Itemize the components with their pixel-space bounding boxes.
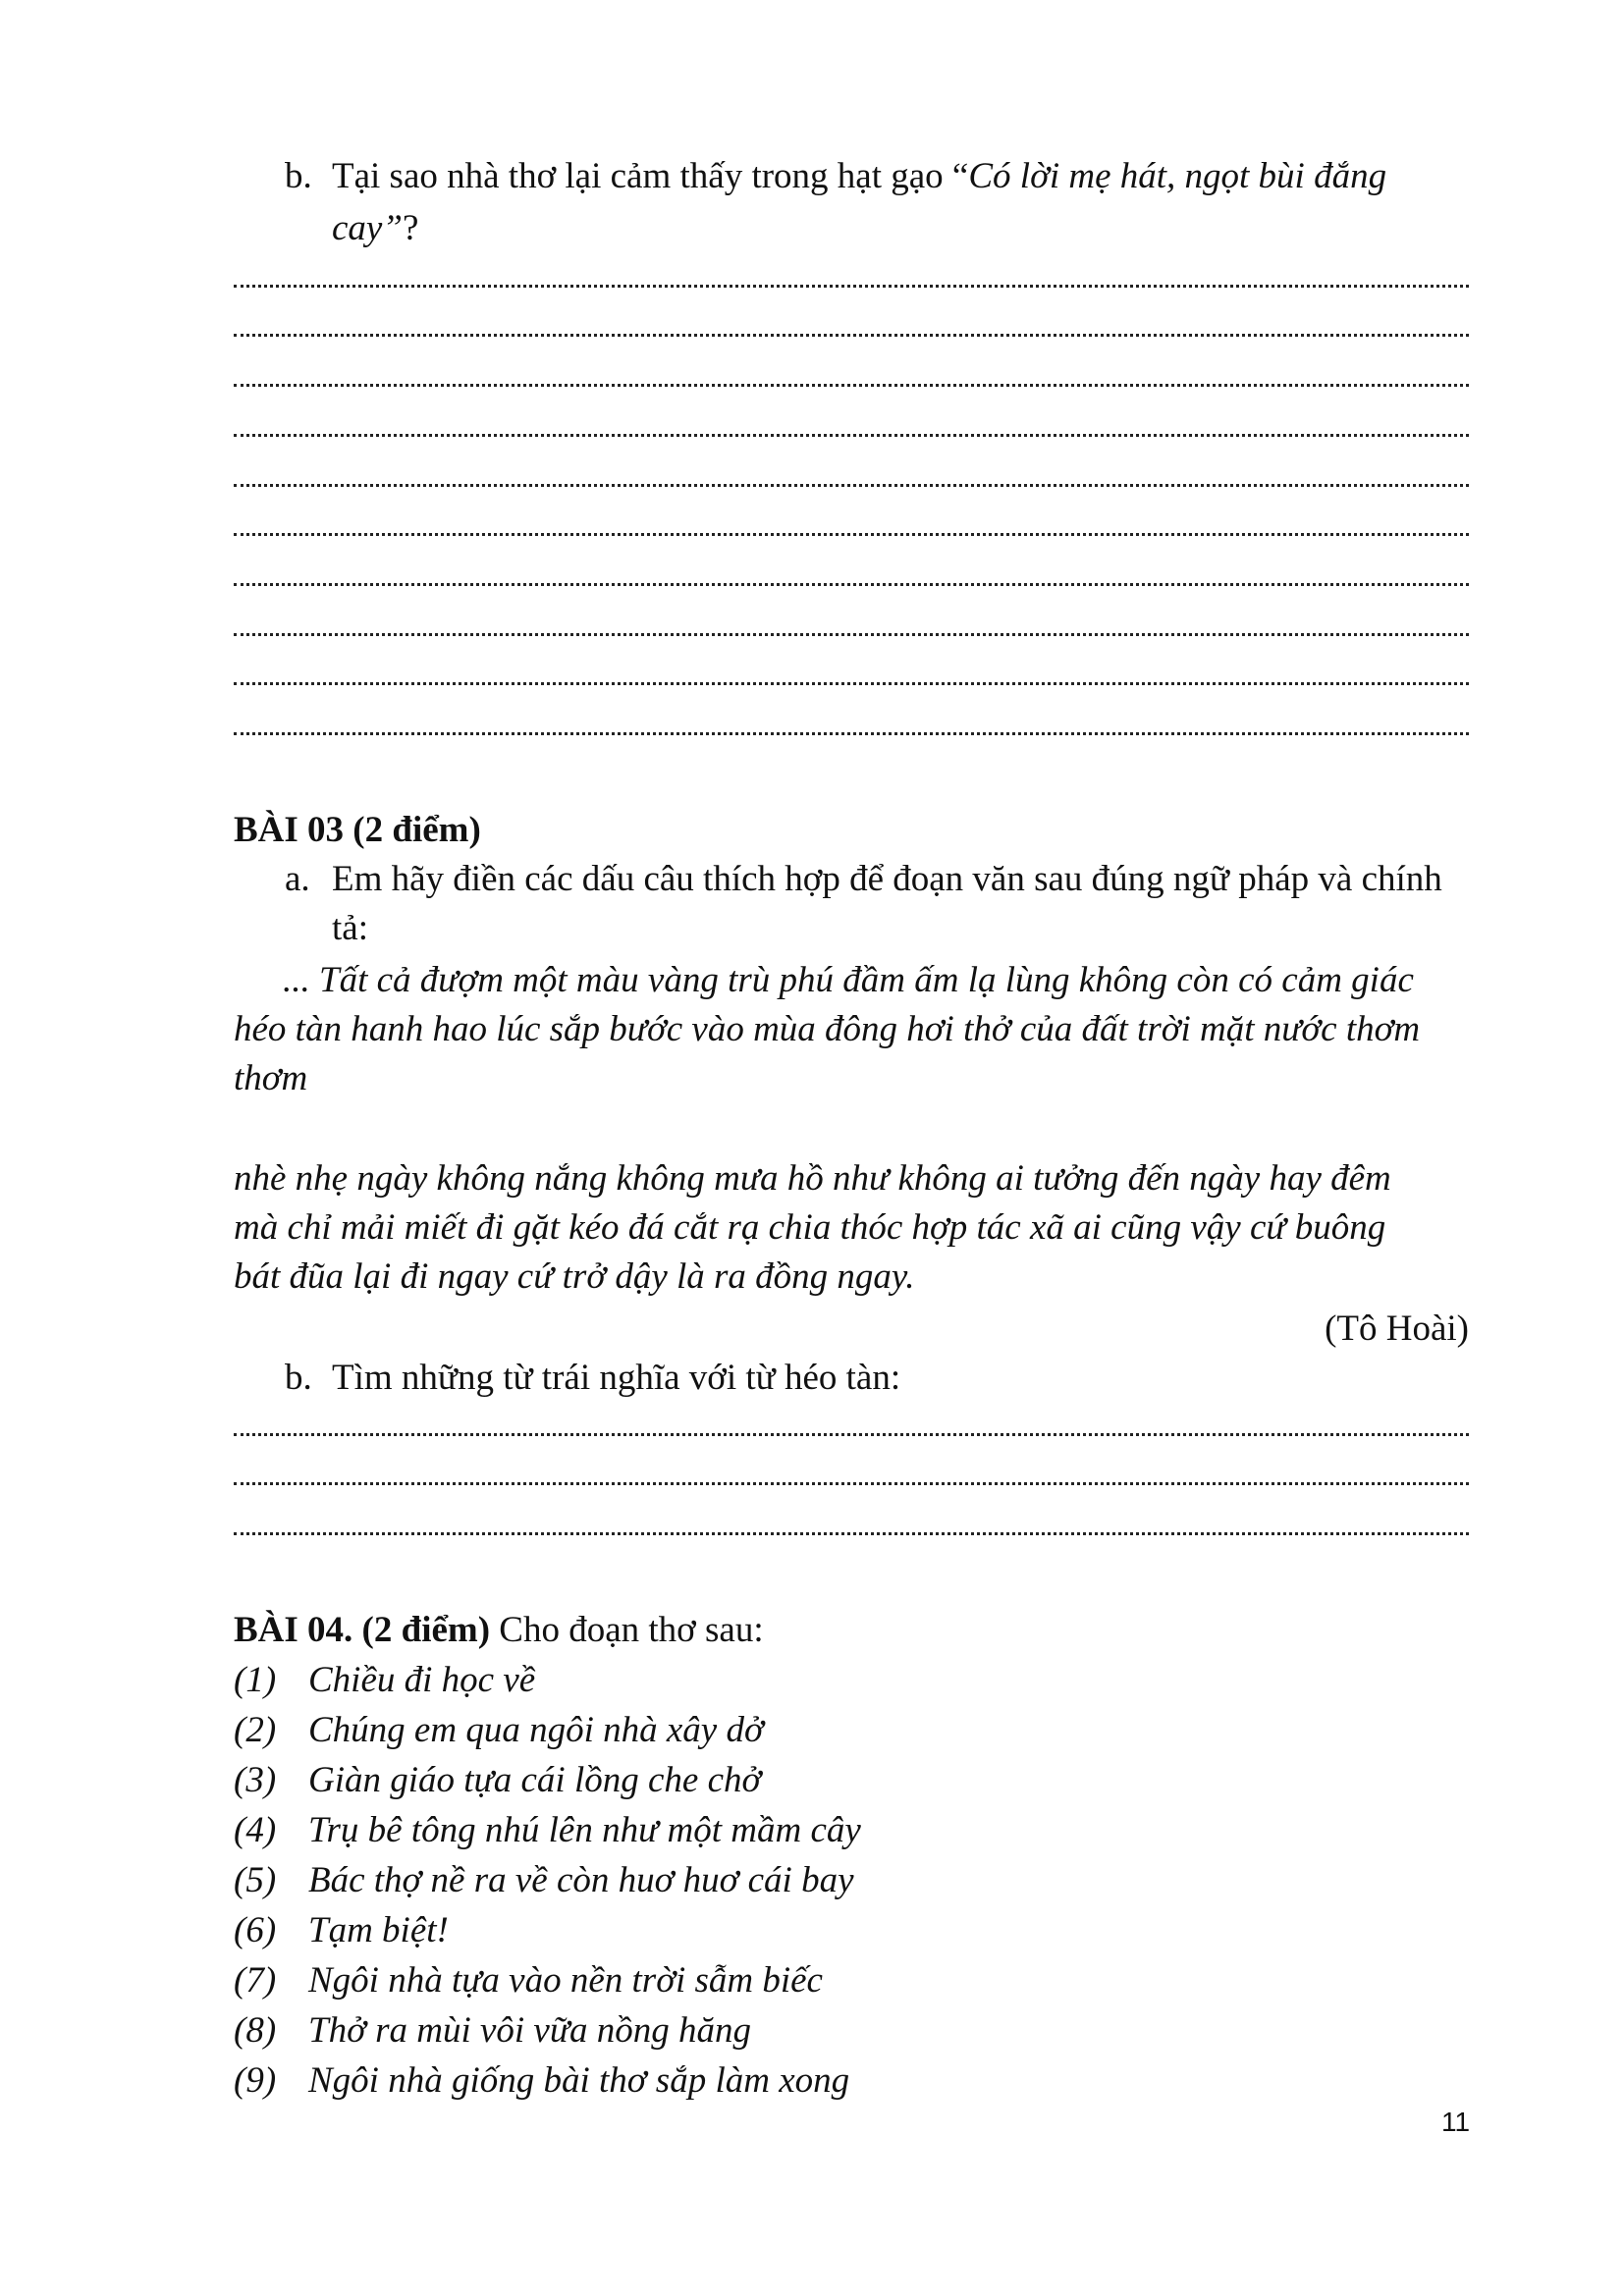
q2b-question-line2 (332, 205, 418, 252)
answer-line[interactable] (234, 334, 1469, 337)
poem-line (234, 2057, 849, 2105)
passage-line: mà chỉ mải miết đi gặt kéo đá cắt rạ chia thóc hợp tác xã ai cũng vậy cứ buông (234, 1207, 1386, 1248)
bai03-b-marker: b. (285, 1358, 312, 1398)
poem-line (234, 1907, 449, 1954)
passage-line: ... Tất cả đượm một màu vàng trù phú đầm ấm lạ lùng không còn có cảm giác (283, 960, 1414, 1000)
poem-line (234, 1957, 823, 2004)
poem-line-number: (7) (234, 1960, 277, 2001)
poem-line-number: (3) (234, 1760, 277, 1800)
passage-line: bát đũa lại đi ngay cứ trở dậy là ra đồng ngay. (234, 1256, 915, 1297)
q2b-marker: b. (285, 156, 312, 196)
bai03-b-text: Tìm những từ trái nghĩa với từ héo tàn: (332, 1358, 901, 1398)
answer-line[interactable] (234, 1433, 1469, 1436)
answer-line[interactable] (234, 633, 1469, 636)
poem-line (234, 1857, 854, 1904)
page-number: 11 (1441, 2107, 1471, 2137)
q2b-quote-part2: cay” (332, 208, 403, 248)
bai04-heading: BÀI 04. (2 điểm) (234, 1610, 491, 1650)
answer-line[interactable] (234, 1482, 1469, 1485)
q2b-quote-part1: Có lời mẹ hát, ngọt bùi đắng (968, 156, 1387, 196)
poem-line (234, 1807, 861, 1854)
q2b-question-line1 (332, 153, 1386, 200)
passage-author: (Tô Hoài) (1325, 1308, 1469, 1349)
poem-line-text: Bác thợ nề ra về còn huơ huơ cái bay (308, 1860, 854, 1900)
poem-line-number: (6) (234, 1910, 277, 1950)
poem-line-number: (5) (234, 1860, 277, 1900)
poem-line-number: (2) (234, 1710, 277, 1750)
poem-line-text: Trụ bê tông nhú lên như một mầm cây (308, 1810, 861, 1850)
bai03-a-line1: Em hãy điền các dấu câu thích hợp để đoạn văn sau đúng ngữ pháp và chính (332, 859, 1442, 899)
poem-line (234, 1707, 764, 1754)
poem-line-number: (8) (234, 2010, 277, 2051)
answer-line[interactable] (234, 434, 1469, 437)
bai03-a-marker: a. (285, 859, 310, 899)
passage-line: héo tàn hanh hao lúc sắp bước vào mùa đông hơi thở của đất trời mặt nước thơm (234, 1009, 1421, 1049)
bai04-heading-line (234, 1607, 764, 1654)
passage-line: nhè nhẹ ngày không nắng không mưa hồ như không ai tưởng đến ngày hay đêm (234, 1158, 1391, 1199)
poem-line-text: Tạm biệt! (308, 1910, 449, 1950)
answer-line[interactable] (234, 583, 1469, 586)
answer-line[interactable] (234, 533, 1469, 536)
answer-line[interactable] (234, 682, 1469, 685)
answer-line[interactable] (234, 1532, 1469, 1535)
poem-line-number: (1) (234, 1660, 277, 1700)
poem-line-text: Chiều đi học về (308, 1660, 536, 1700)
poem-line-number: (4) (234, 1810, 277, 1850)
bai03-heading: BÀI 03 (2 điểm) (234, 810, 481, 850)
answer-line[interactable] (234, 384, 1469, 387)
bai04-intro: Cho đoạn thơ sau: (490, 1610, 764, 1650)
answer-line[interactable] (234, 285, 1469, 288)
poem-line-number: (9) (234, 2060, 277, 2101)
poem-line (234, 1757, 761, 1804)
poem-line-text: Ngôi nhà giống bài thơ sắp làm xong (308, 2060, 850, 2101)
bai03-a-line2: tả: (332, 908, 368, 948)
poem-line-text: Ngôi nhà tựa vào nền trời sẫm biếc (308, 1960, 823, 2001)
answer-line[interactable] (234, 484, 1469, 487)
poem-line (234, 1657, 535, 1704)
passage-line: thơm (234, 1058, 308, 1098)
poem-line (234, 2007, 751, 2055)
q2b-tail: ? (402, 208, 419, 248)
poem-line-text: Chúng em qua ngôi nhà xây dở (308, 1710, 764, 1750)
q2b-text: Tại sao nhà thơ lại cảm thấy trong hạt gạo “ (332, 156, 969, 196)
answer-line[interactable] (234, 732, 1469, 735)
poem-line-text: Giàn giáo tựa cái lồng che chở (308, 1760, 762, 1800)
poem-line-text: Thở ra mùi vôi vữa nồng hăng (308, 2010, 752, 2051)
